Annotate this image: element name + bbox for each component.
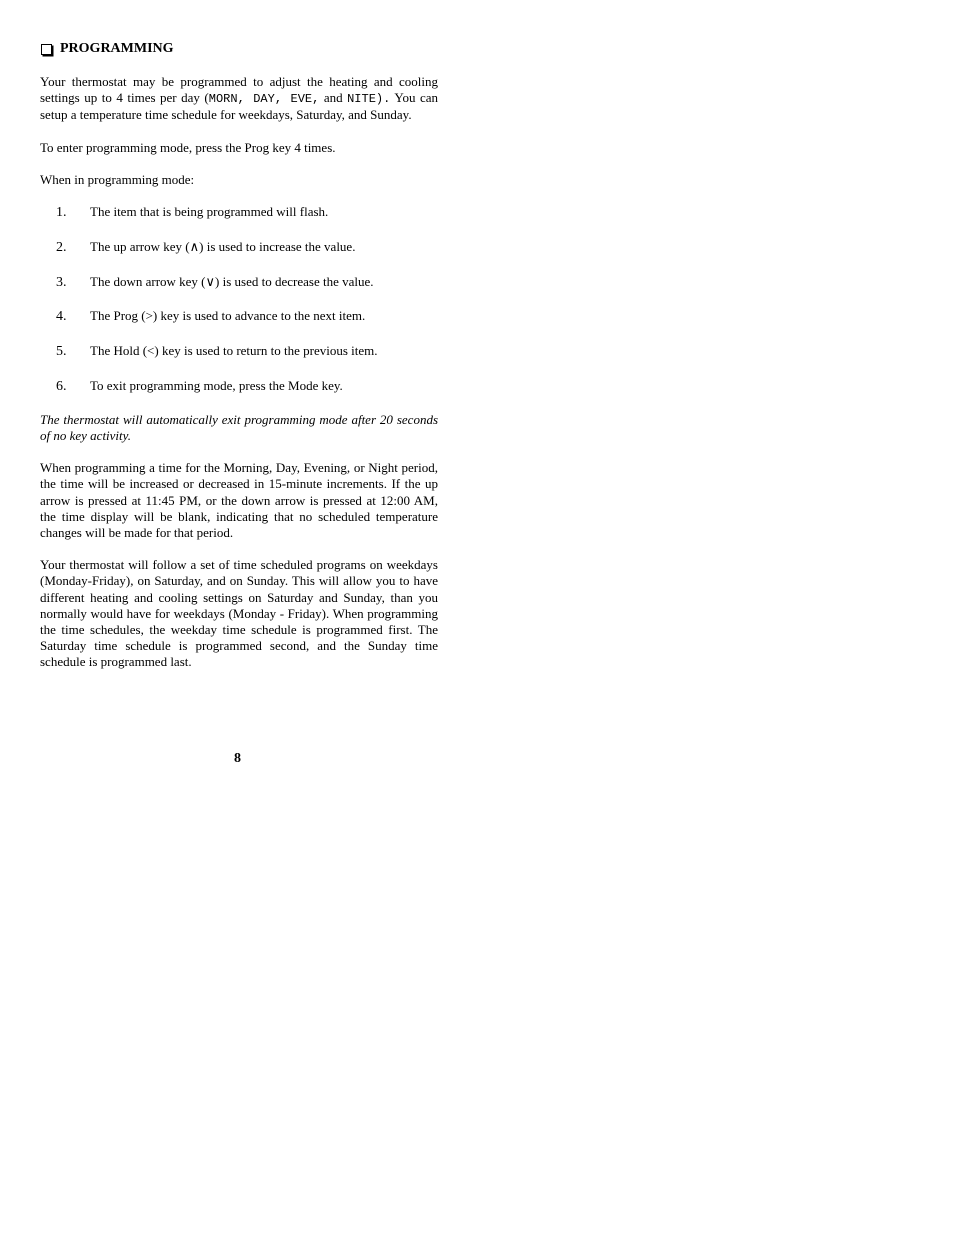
page-number: 8 xyxy=(234,751,241,766)
intro-text-3: You can setup a temperature time schedule for weekdays, Saturday, and Sunday. xyxy=(40,90,438,123)
programming-steps-list xyxy=(40,204,438,395)
list-item-text: The Hold (<) key is used to return to the previous item. xyxy=(90,343,378,359)
intro-code-nite: NITE). xyxy=(347,92,391,107)
list-item-number: 5. xyxy=(56,344,67,360)
list-item-number: 3. xyxy=(56,274,67,290)
list-item-text: The up arrow key (∧) is used to increase the value. xyxy=(90,238,356,254)
auto-exit-note: The thermostat will automatically exit programming mode after 20 seconds of no key activity. xyxy=(40,411,438,443)
time-increment-paragraph: When programming a time for the Morning, Day, Evening, or Night period, the time will be increased or decreased in 15-minute increments. If the up arrow is pressed at 11:45 PM, or the down arrow is pressed at 12:00 AM, the time display will be blank, indicating that no scheduled temperature changes will be made for that period. xyxy=(40,460,438,541)
list-item-number: 2. xyxy=(56,239,67,255)
schedule-paragraph: Your thermostat will follow a set of time scheduled programs on weekdays (Monday-Friday), on Saturday, and on Sunday. This will allow you to have different heating and cooling settings on Saturday and Sunday, than you normally would have for weekdays (Monday - Friday). When programming the time schedules, the weekday time schedule is programmed first. The Saturday time schedule is programmed second, and the Sunday time schedule is programmed last. xyxy=(40,557,438,670)
intro-text-1: Your thermostat may be programmed to adjust the heating and cooling settings up to 4 times per day ( xyxy=(40,74,438,106)
list-item xyxy=(40,239,438,256)
list-item-number: 1. xyxy=(56,205,67,221)
checkbox-icon xyxy=(41,44,52,55)
list-item-number: 4. xyxy=(56,309,67,325)
intro-text-2: and xyxy=(319,90,348,106)
list-item-text: The down arrow key (∨) is used to decrease the value. xyxy=(90,273,374,289)
list-item xyxy=(40,274,438,291)
section-heading-text: PROGRAMMING xyxy=(60,41,174,56)
list-item xyxy=(40,343,438,360)
document-page xyxy=(40,40,438,687)
list-item-text: To exit programming mode, press the Mode key. xyxy=(90,378,343,393)
list-item xyxy=(40,308,438,325)
list-item-text: The item that is being programmed will flash. xyxy=(90,204,329,220)
intro-paragraph xyxy=(40,74,438,124)
when-in-mode-paragraph: When in programming mode: xyxy=(40,171,195,187)
section-heading xyxy=(40,40,438,58)
list-item-text: The Prog (>) key is used to advance to the next item. xyxy=(90,308,366,324)
enter-programming-paragraph: To enter programming mode, press the Prog key 4 times. xyxy=(40,139,336,155)
list-item xyxy=(40,204,438,221)
list-item-number: 6. xyxy=(56,379,67,394)
list-item xyxy=(40,378,438,395)
intro-code-periods: MORN, DAY, EVE, xyxy=(208,92,320,107)
